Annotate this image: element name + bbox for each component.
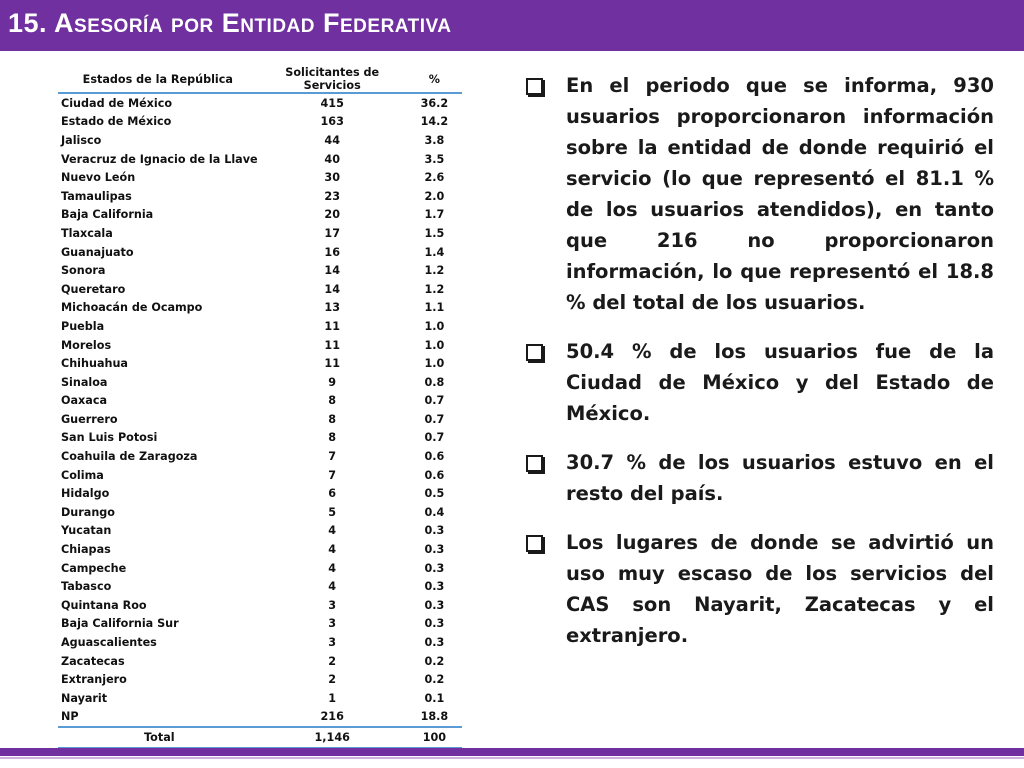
applicants-cell: 40 <box>324 152 340 166</box>
applicants-cell: 20 <box>324 208 340 222</box>
percent-cell: 1.2 <box>424 264 445 278</box>
state-name-cell: San Luis Potosi <box>61 431 158 445</box>
state-name-cell: Tlaxcala <box>61 226 113 240</box>
bullet-item <box>524 70 994 318</box>
state-name-cell: Chihuahua <box>61 357 128 371</box>
state-name-cell: Morelos <box>61 338 112 352</box>
applicants-cell: 5 <box>328 505 337 519</box>
table-row <box>58 689 462 708</box>
applicants-cell: 44 <box>324 133 340 147</box>
applicants-cell: 3 <box>328 598 337 612</box>
applicants-cell: 16 <box>324 245 340 259</box>
applicants-cell: 8 <box>328 394 337 408</box>
applicants-cell: 1 <box>328 691 337 705</box>
percent-cell: 18.8 <box>420 710 449 724</box>
applicants-cell: 13 <box>324 301 340 315</box>
checkbox-bullet-icon <box>526 455 543 472</box>
applicants-cell: 11 <box>324 319 340 333</box>
state-name-cell: Hidalgo <box>61 487 110 501</box>
state-name-cell: Colima <box>61 468 104 482</box>
page-title: 15. Asesoría por Entidad Federativa <box>8 8 452 38</box>
table-row <box>58 540 462 559</box>
applicants-cell: 163 <box>320 115 344 129</box>
percent-cell: 1.0 <box>424 357 445 371</box>
table-row <box>58 670 462 689</box>
state-name-cell: Baja California <box>61 208 154 222</box>
bullet-item <box>524 447 994 509</box>
percent-cell: 36.2 <box>420 96 449 110</box>
table-row <box>58 596 462 615</box>
applicants-cell: 8 <box>328 431 337 445</box>
percent-cell: 0.7 <box>424 431 445 445</box>
state-name-cell: Quintana Roo <box>61 598 147 612</box>
footer-divider <box>0 757 1024 759</box>
table-row <box>58 243 462 262</box>
state-name-cell: Guerrero <box>61 412 118 426</box>
state-name-cell: Sonora <box>61 264 106 278</box>
table-row <box>58 708 462 728</box>
state-name-cell: Veracruz de Ignacio de la Llave <box>61 152 258 166</box>
total-label: Total <box>58 727 258 748</box>
checkbox-bullet-icon <box>526 78 543 95</box>
applicants-cell: 6 <box>328 487 337 501</box>
percent-cell: 1.0 <box>424 319 445 333</box>
states-table-container <box>58 66 462 749</box>
percent-cell: 0.3 <box>424 617 445 631</box>
table-row <box>58 113 462 132</box>
bullet-list <box>524 70 994 669</box>
state-name-cell: Zacatecas <box>61 654 125 668</box>
state-name-cell: Chiapas <box>61 543 111 557</box>
applicants-cell: 7 <box>328 450 337 464</box>
table-row <box>58 224 462 243</box>
table-row <box>58 317 462 336</box>
table-row <box>58 466 462 485</box>
percent-cell: 0.6 <box>424 450 445 464</box>
bullet-text: 30.7 % de los usuarios estuvo en el resto del país. <box>566 451 994 505</box>
table-row <box>58 615 462 634</box>
footer-bar <box>0 748 1024 756</box>
applicants-cell: 3 <box>328 636 337 650</box>
applicants-cell: 2 <box>328 654 337 668</box>
percent-cell: 0.3 <box>424 543 445 557</box>
column-header-percent: % <box>407 66 462 93</box>
percent-cell: 1.1 <box>424 301 445 315</box>
percent-cell: 0.3 <box>424 598 445 612</box>
column-header-applicants: Solicitantes de Servicios <box>258 66 407 93</box>
table-row <box>58 392 462 411</box>
percent-cell: 0.3 <box>424 524 445 538</box>
applicants-cell: 2 <box>328 673 337 687</box>
percent-cell: 0.4 <box>424 505 445 519</box>
column-header-states: Estados de la República <box>58 66 258 93</box>
state-name-cell: Jalisco <box>61 133 102 147</box>
state-name-cell: Michoacán de Ocampo <box>61 301 203 315</box>
table-body <box>58 93 462 727</box>
table-row <box>58 373 462 392</box>
applicants-cell: 4 <box>328 543 337 557</box>
state-name-cell: Tabasco <box>61 580 112 594</box>
percent-cell: 0.3 <box>424 561 445 575</box>
title-bar <box>0 0 1024 51</box>
state-name-cell: Estado de México <box>61 115 172 129</box>
percent-cell: 0.5 <box>424 487 445 501</box>
table-row <box>58 131 462 150</box>
percent-cell: 0.7 <box>424 394 445 408</box>
state-name-cell: Yucatan <box>61 524 112 538</box>
applicants-cell: 14 <box>324 282 340 296</box>
table-row <box>58 503 462 522</box>
percent-cell: 1.2 <box>424 282 445 296</box>
total-row <box>58 727 462 748</box>
bullet-text: Los lugares de donde se advirtió un uso muy escaso de los servicios del CAS son Nayarit, Zacatecas y el extranjero. <box>566 531 994 647</box>
bullet-item <box>524 527 994 651</box>
state-name-cell: Aguascalientes <box>61 636 157 650</box>
applicants-cell: 23 <box>324 189 340 203</box>
percent-cell: 1.7 <box>424 208 445 222</box>
checkbox-bullet-icon <box>526 344 543 361</box>
state-name-cell: Queretaro <box>61 282 126 296</box>
table-row <box>58 93 462 113</box>
percent-cell: 0.2 <box>424 654 445 668</box>
applicants-cell: 11 <box>324 357 340 371</box>
applicants-cell: 11 <box>324 338 340 352</box>
state-name-cell: Guanajuato <box>61 245 134 259</box>
applicants-cell: 4 <box>328 524 337 538</box>
state-name-cell: Extranjero <box>61 673 127 687</box>
table-row <box>58 168 462 187</box>
percent-cell: 1.5 <box>424 226 445 240</box>
applicants-cell: 30 <box>324 171 340 185</box>
table-row <box>58 484 462 503</box>
applicants-cell: 216 <box>320 710 344 724</box>
table-row <box>58 577 462 596</box>
applicants-cell: 7 <box>328 468 337 482</box>
state-name-cell: Nayarit <box>61 691 108 705</box>
percent-cell: 14.2 <box>420 115 449 129</box>
bullet-text: En el periodo que se informa, 930 usuarios proporcionaron información sobre la entidad de donde requirió el servicio (lo que representó el 81.1 % de los usuarios atendidos), en tanto que 216 no proporcionaron información, lo que representó el 18.8 % del total de los usuarios. <box>566 74 994 314</box>
percent-cell: 2.0 <box>424 189 445 203</box>
table-row <box>58 280 462 299</box>
state-name-cell: Sinaloa <box>61 375 108 389</box>
percent-cell: 0.3 <box>424 580 445 594</box>
applicants-cell: 415 <box>320 96 344 110</box>
percent-cell: 1.4 <box>424 245 445 259</box>
state-name-cell: Coahuila de Zaragoza <box>61 450 198 464</box>
table-row <box>58 336 462 355</box>
bullet-item <box>524 336 994 429</box>
state-name-cell: Nuevo León <box>61 171 136 185</box>
state-name-cell: Campeche <box>61 561 127 575</box>
table-row <box>58 410 462 429</box>
applicants-cell: 14 <box>324 264 340 278</box>
applicants-cell: 4 <box>328 561 337 575</box>
applicants-cell: 9 <box>328 375 337 389</box>
bullet-text: 50.4 % de los usuarios fue de la Ciudad de México y del Estado de México. <box>566 340 994 425</box>
state-name-cell: NP <box>61 710 79 724</box>
percent-cell: 0.3 <box>424 636 445 650</box>
percent-cell: 3.8 <box>424 133 445 147</box>
percent-cell: 0.7 <box>424 412 445 426</box>
percent-cell: 0.2 <box>424 673 445 687</box>
state-name-cell: Tamaulipas <box>61 189 132 203</box>
table-row <box>58 522 462 541</box>
table-row <box>58 261 462 280</box>
table-row <box>58 150 462 169</box>
applicants-cell: 8 <box>328 412 337 426</box>
percent-cell: 2.6 <box>424 171 445 185</box>
table-row <box>58 187 462 206</box>
table-row <box>58 633 462 652</box>
percent-cell: 3.5 <box>424 152 445 166</box>
applicants-cell: 17 <box>324 226 340 240</box>
state-name-cell: Ciudad de México <box>61 96 173 110</box>
percent-cell: 1.0 <box>424 338 445 352</box>
checkbox-bullet-icon <box>526 535 543 552</box>
table-row <box>58 652 462 671</box>
percent-cell: 0.1 <box>424 691 445 705</box>
table-row <box>58 299 462 318</box>
state-name-cell: Oaxaca <box>61 394 108 408</box>
total-applicants: 1,146 <box>258 727 407 748</box>
table-row <box>58 206 462 225</box>
applicants-cell: 3 <box>328 617 337 631</box>
states-table <box>58 66 462 749</box>
total-percent: 100 <box>407 727 462 748</box>
table-row <box>58 429 462 448</box>
state-name-cell: Durango <box>61 505 115 519</box>
applicants-cell: 4 <box>328 580 337 594</box>
table-row <box>58 447 462 466</box>
table-row <box>58 559 462 578</box>
percent-cell: 0.8 <box>424 375 445 389</box>
state-name-cell: Puebla <box>61 319 105 333</box>
table-row <box>58 354 462 373</box>
table-header-row <box>58 66 462 93</box>
percent-cell: 0.6 <box>424 468 445 482</box>
state-name-cell: Baja California Sur <box>61 617 179 631</box>
